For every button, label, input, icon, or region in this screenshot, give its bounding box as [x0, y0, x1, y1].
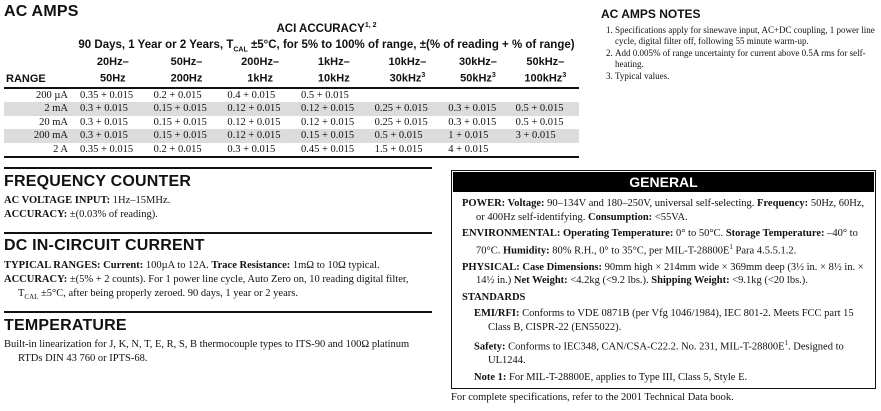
range-cell: 20 mA	[39, 116, 68, 128]
notes-title: AC AMPS NOTES	[601, 7, 701, 21]
accuracy-cell: 4 + 0.015	[444, 143, 511, 158]
range-cell: 200 µA	[35, 89, 68, 101]
notes-list	[601, 25, 877, 82]
accuracy-cell: 0.3 + 0.015	[223, 143, 297, 158]
accuracy-cell: 0.4 + 0.015	[227, 89, 276, 101]
accuracy-cell: 0.3 + 0.015	[444, 102, 511, 116]
accuracy-cell: 0.3 + 0.015	[80, 116, 128, 128]
accuracy-cell: 0.12 + 0.015	[223, 129, 297, 143]
accuracy-cell: 0.15 + 0.015	[297, 129, 371, 143]
frequency-column-header: 20Hz– 50Hz	[76, 55, 150, 88]
accuracy-cell: 0.15 + 0.015	[150, 129, 224, 143]
frequency-column-header: 50kHz– 100kHz$^3$	[512, 55, 579, 88]
accuracy-cell	[444, 88, 511, 103]
accuracy-cell: 0.12 + 0.015	[223, 102, 297, 116]
dc-in-circuit-body	[4, 259, 424, 304]
accuracy-cell: 0.15 + 0.015	[150, 102, 224, 116]
standards-heading: STANDARDS	[462, 291, 526, 303]
note-item: 1. Specifications apply for sinewave input, AC+DC coupling, 1 power line cycle, digital filter off, following 55 minute warm-up.	[615, 25, 877, 46]
note-item: 2. Add 0.005% of range uncertainty for current above 0.5A rms for self-heating.	[615, 48, 877, 69]
range-cell: 2 A	[4, 143, 76, 158]
accuracy-cell: 0.3 + 0.015	[76, 129, 150, 143]
accuracy-cell	[512, 143, 579, 158]
accuracy-cell: 0.25 + 0.015	[371, 102, 445, 116]
accuracy-cell: 0.35 + 0.015	[80, 89, 134, 101]
accuracy-cell: 0.35 + 0.015	[76, 143, 150, 158]
footer-reference: For complete specifications, refer to the 2001 Technical Data book.	[451, 392, 734, 403]
frequency-column-header: 30kHz– 50kHz$^3$	[444, 55, 511, 88]
accuracy-cell: 1.5 + 0.015	[371, 143, 445, 158]
frequency-column-header: 50Hz– 200Hz	[150, 55, 224, 88]
temperature-title: TEMPERATURE	[4, 317, 127, 334]
freq-input-line: AC VOLTAGE INPUT: 1Hz–15MHz.	[4, 195, 171, 206]
physical-spec: PHYSICAL: Case Dimensions: 90mm high × 214mm wide × 369mm deep (3½ in. × 8½ in. × 14½ in.) Net Weight: <4.2kg (<9.2 lbs.). Shipping Weight: <9.1kg (<20 lbs.).	[462, 261, 864, 286]
frequency-counter-body	[4, 194, 424, 222]
accuracy-cell	[371, 88, 445, 103]
dc-divider	[4, 232, 432, 234]
accuracy-cell: 0.5 + 0.015	[512, 102, 579, 116]
general-box	[451, 170, 876, 389]
dc-in-circuit-title: DC IN-CIRCUIT CURRENT	[4, 237, 205, 254]
range-column-header: RANGE	[4, 55, 76, 88]
accuracy-cell: 0.3 + 0.015	[448, 116, 497, 128]
frequency-column-header: 10kHz– 30kHz$^3$	[371, 55, 445, 88]
range-cell: 2 mA	[4, 102, 76, 116]
ac-amps-notes	[601, 7, 877, 84]
environmental-spec: ENVIRONMENTAL: Operating Temperature: 0° to 50°C. Storage Temperature: –40° to 70°C. Humidity: 80% R.H., 0° to 35°C, per MIL-$T-28800E^1$ Para 4.5.5.1.2.	[462, 228, 858, 256]
accuracy-cell: 0.12 + 0.015	[227, 116, 281, 128]
aci-table-subtitle: 90 Days, 1 Year or 2 Years, $T_{CAL} \pm 5^\circ C$, for 5% to 100% of range, ±(% of reading + % of range)	[78, 38, 575, 54]
aci-table-title: ACI ACCURACY$^{1, 2}$	[276, 22, 377, 35]
emi-rfi-spec: EMI/RFI: Conforms to VDE 0871B (per Vfg 1046/1984), IEC 801-2. Meets FCC part 15 Class B, CISPR-22 (EN55022).	[474, 308, 854, 333]
safety-spec: Safety: Conforms to IEC348, CAN/CSA-C22.2. No. 231, MIL-$T-28800E^1$. Designed to UL1244.	[474, 339, 844, 366]
accuracy-cell: 0.3 + 0.015	[76, 102, 150, 116]
frequency-column-header: 200Hz– 1kHz	[223, 55, 297, 88]
frequency-column-header: 1kHz– 10kHz	[297, 55, 371, 88]
freq-divider	[4, 167, 432, 169]
accuracy-cell: 1 + 0.015	[444, 129, 511, 143]
aci-accuracy-table	[4, 55, 579, 158]
freq-accuracy-line: ACCURACY: ±(0.03% of reading).	[4, 209, 158, 220]
general-note-1: Note 1: For MIL-T-28800E, applies to Type III, Class 5, Style E.	[474, 371, 748, 383]
accuracy-cell: 0.12 + 0.015	[297, 102, 371, 116]
table-row	[4, 102, 579, 116]
range-cell: 200 mA	[4, 129, 76, 143]
accuracy-cell: 0.25 + 0.015	[374, 116, 428, 128]
accuracy-cell: 0.5 + 0.015	[371, 129, 445, 143]
accuracy-cell	[512, 88, 579, 103]
temp-divider	[4, 311, 432, 313]
dc-ranges-line: TYPICAL RANGES: Current: 100µA to 12A. Trace Resistance: 1mΩ to 10Ω typical.	[4, 260, 380, 271]
aci-accuracy-table-block	[4, 22, 579, 158]
accuracy-cell: 0.45 + 0.015	[297, 143, 371, 158]
power-spec: POWER: Voltage: 90–134V and 180–250V, universal self-selecting. Frequency: 50Hz, 60Hz, or 400Hz self-identifying. Consumption: <55VA.	[462, 198, 865, 223]
accuracy-cell: 0.5 + 0.015	[300, 89, 349, 101]
note-item: 3. Typical values.	[615, 71, 877, 82]
general-title: GENERAL	[453, 172, 874, 192]
accuracy-cell: 0.15 + 0.015	[153, 116, 207, 128]
table-row	[4, 116, 579, 130]
accuracy-cell: 0.5 + 0.015	[515, 116, 564, 128]
ac-amps-title: AC AMPS	[4, 3, 79, 20]
frequency-counter-title: FREQUENCY COUNTER	[4, 173, 192, 190]
temperature-body	[4, 338, 424, 366]
accuracy-cell: 0.2 + 0.015	[153, 89, 202, 101]
accuracy-cell: 3 + 0.015	[512, 129, 579, 143]
accuracy-cell: 0.12 + 0.015	[300, 116, 355, 128]
dc-accuracy-line: ACCURACY: ±(5% + 2 counts). For 1 power line cycle, Auto Zero on, 10 reading digital filter, $T_{CAL} \pm 5^\circ C$, after being properly zeroed. 90 days, 1 year or 2 years.	[4, 274, 409, 302]
accuracy-cell: 0.2 + 0.015	[150, 143, 224, 158]
general-body	[452, 193, 875, 384]
table-row	[4, 88, 579, 103]
table-row	[4, 143, 579, 158]
temperature-text: Built-in linearization for J, K, N, T, E, R, S, B thermocouple types to ITS-90 and 100Ω platinum RTDs DIN 43 760 or IPTS-68.	[4, 339, 410, 364]
table-row	[4, 129, 579, 143]
